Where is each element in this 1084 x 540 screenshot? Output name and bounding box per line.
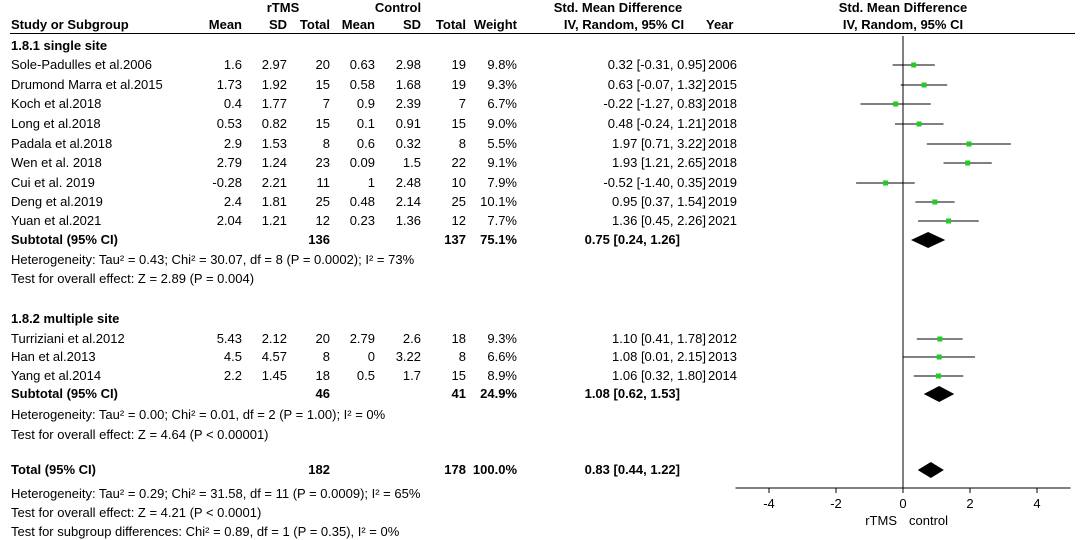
study-mean-rtms: 1.73 [216, 77, 242, 92]
header-total-rtms: Total [299, 17, 330, 32]
study-sd-control: 1.36 [395, 213, 421, 228]
study-marker [966, 142, 971, 147]
study-name: Sole-Padulles et al.2006 [11, 57, 152, 72]
study-total-control: 19 [451, 77, 466, 92]
favours-right-label: control [909, 513, 949, 528]
study-mean-control: 2.79 [349, 331, 375, 346]
study-marker [936, 374, 941, 379]
study-weight: 10.1% [480, 194, 517, 209]
study-mean-rtms: -0.28 [212, 175, 242, 190]
study-year: 2015 [708, 77, 737, 92]
study-total-rtms: 23 [315, 155, 330, 170]
study-year: 2019 [708, 175, 737, 190]
favours-left-label: rTMS [865, 513, 897, 528]
study-sd-control: 3.22 [395, 349, 421, 364]
subgroup-title: 1.8.1 single site [11, 38, 108, 53]
study-total-control: 10 [451, 175, 466, 190]
study-sd-control: 1.68 [395, 77, 421, 92]
study-sd-rtms: 1.92 [261, 77, 287, 92]
study-name: Han et al.2013 [11, 349, 96, 364]
study-total-control: 8 [458, 349, 466, 364]
study-marker [937, 355, 942, 360]
study-total-rtms: 11 [316, 175, 330, 190]
total-ci: 0.83 [0.44, 1.22] [584, 462, 680, 477]
study-total-rtms: 8 [322, 136, 330, 151]
study-total-rtms: 8 [322, 349, 330, 364]
subgroup-differences-text: Test for subgroup differences: Chi² = 0.89, df = 1 (P = 0.35), I² = 0% [11, 524, 400, 539]
total-total-control: 178 [444, 462, 466, 477]
overall-effect-text: Test for overall effect: Z = 2.89 (P = 0.004) [11, 271, 255, 286]
heterogeneity-text: Heterogeneity: Tau² = 0.43; Chi² = 30.07, df = 8 (P = 0.0002); I² = 73% [11, 252, 415, 267]
total-total-rtms: 182 [308, 462, 330, 477]
study-name: Yuan et al.2021 [11, 213, 102, 228]
study-ci: 0.95 [0.37, 1.54] [612, 194, 706, 209]
study-total-rtms: 7 [322, 96, 330, 111]
study-year: 2021 [708, 213, 737, 228]
study-sd-control: 2.48 [395, 175, 421, 190]
study-ci: -0.52 [-1.40, 0.35] [603, 175, 706, 190]
plot-subtitle: IV, Random, 95% CI [842, 17, 964, 32]
total-label: Total (95% CI) [11, 462, 96, 477]
study-weight: 7.7% [487, 213, 517, 228]
study-sd-control: 1.7 [402, 368, 421, 383]
study-marker [917, 122, 922, 127]
study-total-rtms: 20 [315, 331, 330, 346]
study-marker [883, 181, 888, 186]
study-mean-rtms: 2.04 [216, 213, 242, 228]
study-mean-rtms: 2.79 [216, 155, 242, 170]
study-ci: 1.97 [0.71, 3.22] [612, 136, 706, 151]
study-weight: 6.7% [487, 96, 517, 111]
study-total-rtms: 15 [315, 116, 330, 131]
study-year: 2019 [708, 194, 737, 209]
study-total-rtms: 18 [315, 368, 330, 383]
study-marker [922, 83, 927, 88]
x-tick-label: 4 [1033, 496, 1041, 511]
study-year: 2013 [708, 349, 737, 364]
study-ci: 0.63 [-0.07, 1.32] [607, 77, 706, 92]
heterogeneity-text: Heterogeneity: Tau² = 0.00; Chi² = 0.01, df = 2 (P = 1.00); I² = 0% [11, 407, 386, 422]
study-marker [965, 161, 970, 166]
plot-title: Std. Mean Difference [838, 0, 968, 15]
study-name: Turriziani et al.2012 [11, 331, 125, 346]
study-sd-rtms: 2.21 [261, 175, 287, 190]
study-total-rtms: 20 [315, 57, 330, 72]
study-total-control: 22 [451, 155, 466, 170]
study-total-control: 7 [458, 96, 466, 111]
study-sd-control: 2.6 [402, 331, 421, 346]
study-mean-control: 0.58 [349, 77, 375, 92]
x-tick-label: 2 [966, 496, 974, 511]
study-mean-rtms: 4.5 [223, 349, 242, 364]
study-mean-rtms: 1.6 [223, 57, 242, 72]
header-sd-control: SD [402, 17, 421, 32]
pooled-diamond [918, 462, 944, 478]
header-group-rtms: rTMS [266, 0, 300, 15]
study-weight: 5.5% [487, 136, 517, 151]
subtotal-ci: 1.08 [0.62, 1.53] [584, 386, 680, 401]
study-sd-control: 2.14 [395, 194, 421, 209]
study-total-control: 19 [451, 57, 466, 72]
study-ci: 1.93 [1.21, 2.65] [612, 155, 706, 170]
study-total-control: 25 [451, 194, 466, 209]
header-mean-rtms: Mean [208, 17, 242, 32]
study-weight: 9.3% [487, 77, 517, 92]
subtotal-weight: 75.1% [480, 232, 517, 247]
study-year: 2014 [708, 368, 737, 383]
pooled-diamond [924, 386, 954, 402]
study-marker [911, 63, 916, 68]
study-ci: 1.36 [0.45, 2.26] [612, 213, 706, 228]
study-ci: -0.22 [-1.27, 0.83] [603, 96, 706, 111]
study-name: Long et al.2018 [11, 116, 101, 131]
subtotal-label: Subtotal (95% CI) [11, 232, 118, 247]
study-mean-control: 1 [367, 175, 375, 190]
study-total-control: 8 [458, 136, 466, 151]
study-marker [937, 337, 942, 342]
header-mean-control: Mean [341, 17, 375, 32]
study-total-rtms: 25 [315, 194, 330, 209]
subgroup-title: 1.8.2 multiple site [11, 311, 120, 326]
study-sd-rtms: 4.57 [261, 349, 287, 364]
header-total-control: Total [435, 17, 466, 32]
study-name: Padala et al.2018 [11, 136, 113, 151]
study-total-control: 12 [451, 213, 466, 228]
study-sd-rtms: 1.45 [261, 368, 287, 383]
study-mean-control: 0.63 [349, 57, 375, 72]
study-mean-control: 0.09 [349, 155, 375, 170]
header-group-control: Control [374, 0, 422, 15]
study-mean-control: 0.5 [356, 368, 375, 383]
study-weight: 6.6% [487, 349, 517, 364]
header-weight: Weight [473, 17, 517, 32]
study-weight: 9.1% [487, 155, 517, 170]
x-tick-label: -2 [830, 496, 842, 511]
subtotal-total-control: 41 [451, 386, 466, 401]
study-weight: 9.8% [487, 57, 517, 72]
study-year: 2018 [708, 155, 737, 170]
x-tick-label: 0 [899, 496, 907, 511]
study-year: 2006 [708, 57, 737, 72]
study-weight: 8.9% [487, 368, 517, 383]
study-name: Drumond Marra et al.2015 [11, 77, 163, 92]
study-mean-rtms: 0.4 [223, 96, 242, 111]
study-year: 2018 [708, 136, 737, 151]
subtotal-total-control: 137 [444, 232, 466, 247]
subtotal-label: Subtotal (95% CI) [11, 386, 118, 401]
study-year: 2018 [708, 116, 737, 131]
study-ci: 0.32 [-0.31, 0.95] [607, 57, 706, 72]
study-mean-control: 0.9 [356, 96, 375, 111]
study-sd-rtms: 1.81 [261, 194, 287, 209]
overall-effect-text: Test for overall effect: Z = 4.64 (P < 0.00001) [11, 427, 269, 442]
study-mean-control: 0.48 [349, 194, 375, 209]
study-name: Yang et al.2014 [11, 368, 102, 383]
study-total-rtms: 12 [315, 213, 330, 228]
study-mean-rtms: 5.43 [216, 331, 242, 346]
study-total-control: 15 [451, 368, 466, 383]
header-year: Year [706, 17, 734, 32]
total-overall-effect-text: Test for overall effect: Z = 4.21 (P < 0.0001) [11, 505, 262, 520]
study-mean-control: 0 [367, 349, 375, 364]
header-rule [10, 33, 1075, 34]
x-tick-label: -4 [763, 496, 775, 511]
total-heterogeneity-text: Heterogeneity: Tau² = 0.29; Chi² = 31.58, df = 11 (P = 0.0009); I² = 65% [11, 486, 421, 501]
study-sd-rtms: 2.12 [261, 331, 287, 346]
study-sd-rtms: 1.53 [261, 136, 287, 151]
header-sd-rtms: SD [268, 17, 287, 32]
study-sd-control: 1.5 [402, 155, 421, 170]
subtotal-total-rtms: 136 [308, 232, 330, 247]
study-mean-rtms: 0.53 [216, 116, 242, 131]
study-total-control: 15 [451, 116, 466, 131]
study-sd-rtms: 0.82 [261, 116, 287, 131]
study-sd-rtms: 1.77 [261, 96, 287, 111]
header-smd: Std. Mean Difference [553, 0, 683, 15]
study-marker [932, 200, 937, 205]
study-sd-rtms: 1.24 [261, 155, 287, 170]
header-method: IV, Random, 95% CI [563, 17, 685, 32]
study-year: 2012 [708, 331, 737, 346]
study-name: Deng et al.2019 [11, 194, 103, 209]
subtotal-total-rtms: 46 [315, 386, 330, 401]
study-sd-control: 2.39 [395, 96, 421, 111]
study-mean-rtms: 2.2 [223, 368, 242, 383]
study-mean-control: 0.23 [349, 213, 375, 228]
study-mean-control: 0.6 [356, 136, 375, 151]
study-ci: 0.48 [-0.24, 1.21] [607, 116, 706, 131]
study-sd-rtms: 1.21 [261, 213, 287, 228]
header-study: Study or Subgroup [11, 17, 129, 32]
study-weight: 9.3% [487, 331, 517, 346]
study-ci: 1.06 [0.32, 1.80] [612, 368, 706, 383]
total-weight: 100.0% [472, 462, 517, 477]
subtotal-ci: 0.75 [0.24, 1.26] [584, 232, 680, 247]
pooled-diamond [911, 232, 945, 248]
study-total-rtms: 15 [315, 77, 330, 92]
study-name: Cui et al. 2019 [11, 175, 95, 190]
study-marker [946, 219, 951, 224]
study-name: Wen et al. 2018 [11, 155, 102, 170]
study-ci: 1.10 [0.41, 1.78] [612, 331, 706, 346]
study-total-control: 18 [451, 331, 466, 346]
study-mean-rtms: 2.4 [223, 194, 242, 209]
study-sd-control: 0.32 [395, 136, 421, 151]
study-name: Koch et al.2018 [11, 96, 102, 111]
study-marker [893, 102, 898, 107]
study-ci: 1.08 [0.01, 2.15] [612, 349, 706, 364]
study-weight: 9.0% [487, 116, 517, 131]
study-mean-control: 0.1 [356, 116, 375, 131]
study-mean-rtms: 2.9 [223, 136, 242, 151]
subtotal-weight: 24.9% [480, 386, 517, 401]
study-weight: 7.9% [487, 175, 517, 190]
study-sd-control: 2.98 [395, 57, 421, 72]
study-year: 2018 [708, 96, 737, 111]
study-sd-control: 0.91 [395, 116, 421, 131]
study-sd-rtms: 2.97 [261, 57, 287, 72]
